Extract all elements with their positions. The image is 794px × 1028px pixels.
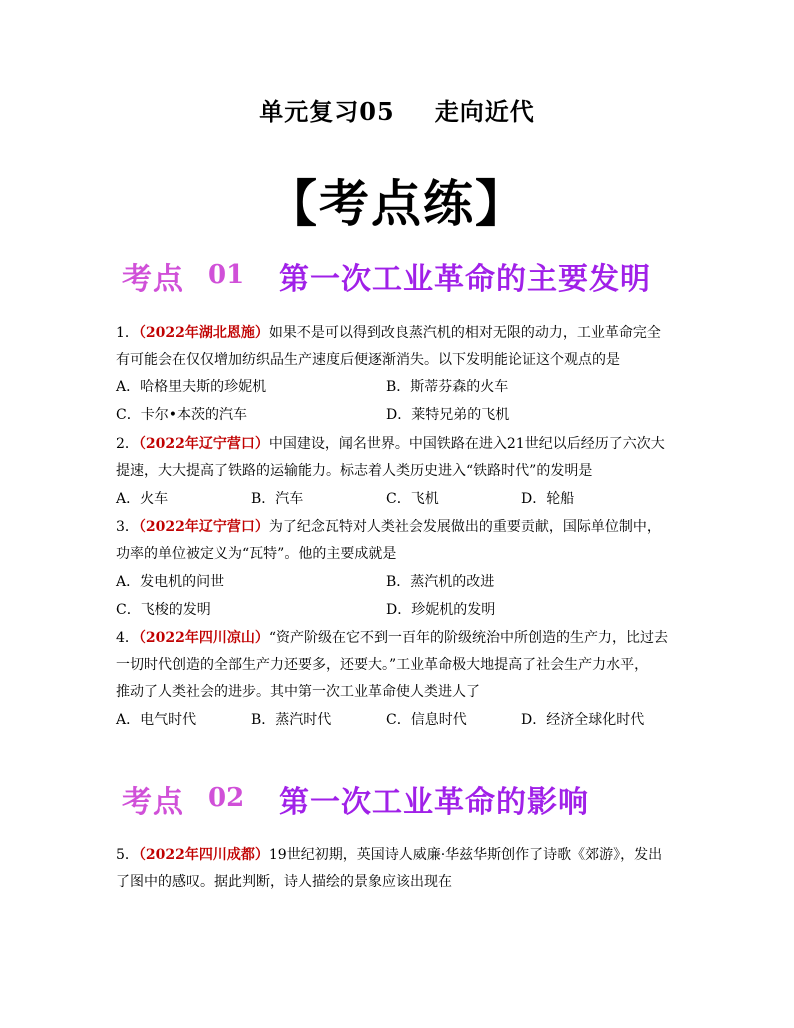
option-a: A．电气时代 — [116, 712, 197, 728]
title-sub: 走向近代 — [434, 97, 535, 126]
option-c: C．卡尔•本茨的汽车 — [116, 407, 247, 423]
question-number: 2． — [116, 436, 139, 452]
question-source: （2022年辽宁营口） — [138, 519, 269, 535]
question-2 — [116, 431, 676, 485]
question-text: 如果不是可以得到改良蒸汽机的相对无限的动力，工业革命完全 — [268, 325, 661, 341]
section-header-01 — [122, 252, 682, 302]
question-text: “资产阶级在它不到一百年的阶级统治中所创造的生产力，比过去 — [268, 630, 669, 646]
practice-banner: 【考点练】 — [267, 175, 527, 233]
section-title: 第一次工业革命的主要发明 — [279, 262, 651, 297]
question-text: 功率的单位被定义为“瓦特”。他的主要成就是 — [116, 546, 397, 562]
section-label: 考点 — [122, 262, 184, 297]
question-4 — [116, 625, 676, 706]
question-1 — [116, 320, 676, 374]
question-3 — [116, 514, 676, 568]
option-b: B．蒸汽机的改进 — [386, 574, 495, 590]
option-c: C．信息时代 — [386, 712, 467, 728]
section-label: 考点 — [122, 785, 184, 820]
option-d: D．珍妮机的发明 — [386, 602, 496, 618]
question-text: 中国建设，闻名世界。中国铁路在进入21世纪以后经历了六次大 — [268, 436, 665, 452]
title-main: 单元复习05 — [259, 97, 395, 126]
option-b: B．斯蒂芬森的火车 — [386, 379, 509, 395]
option-b: B．汽车 — [251, 491, 304, 507]
option-c: C．飞梭的发明 — [116, 602, 211, 618]
option-a: A．火车 — [116, 491, 169, 507]
question-5 — [116, 842, 676, 896]
option-d: D．轮船 — [521, 491, 575, 507]
section-header-02 — [122, 775, 682, 825]
option-d: D．莱特兄弟的飞机 — [386, 407, 510, 423]
question-number: 1． — [116, 325, 139, 341]
question-source: （2022年四川成都） — [138, 847, 269, 863]
option-a: A．哈格里夫斯的珍妮机 — [116, 379, 267, 395]
question-number: 4． — [116, 630, 139, 646]
option-c: C．飞机 — [386, 491, 439, 507]
question-number: 3． — [116, 519, 139, 535]
question-source: （2022年湖北恩施） — [138, 325, 269, 341]
section-number: 01 — [208, 260, 245, 290]
question-text: 提速，大大提高了铁路的运输能力。标志着人类历史进入“铁路时代”的发明是 — [116, 463, 593, 479]
section-number: 02 — [208, 783, 245, 813]
option-b: B．蒸汽时代 — [251, 712, 332, 728]
question-text: 19世纪初期，英国诗人威廉·华兹华斯创作了诗歌《郊游》，发出 — [268, 847, 663, 863]
section-title: 第一次工业革命的影响 — [279, 785, 589, 820]
option-d: D．经济全球化时代 — [521, 712, 645, 728]
option-a: A．发电机的问世 — [116, 574, 225, 590]
question-text: 有可能会在仅仅增加纺织品生产速度后便逐渐消失。以下发明能论证这个观点的是 — [116, 352, 620, 368]
question-text: 一切时代创造的全部生产力还要多，还要大。”工业革命极大地提高了社会生产力水平， — [116, 657, 649, 673]
question-number: 5． — [116, 847, 139, 863]
question-text: 推动了人类社会的进步。其中第一次工业革命使人类进人了 — [116, 684, 480, 700]
question-source: （2022年辽宁营口） — [138, 436, 269, 452]
question-source: （2022年四川凉山） — [138, 630, 269, 646]
question-text: 了图中的感叹。据此判断，诗人描绘的景象应该出现在 — [116, 874, 452, 890]
page-title — [0, 92, 794, 127]
question-text: 为了纪念瓦特对人类社会发展做出的重要贡献，国际单位制中， — [268, 519, 661, 535]
